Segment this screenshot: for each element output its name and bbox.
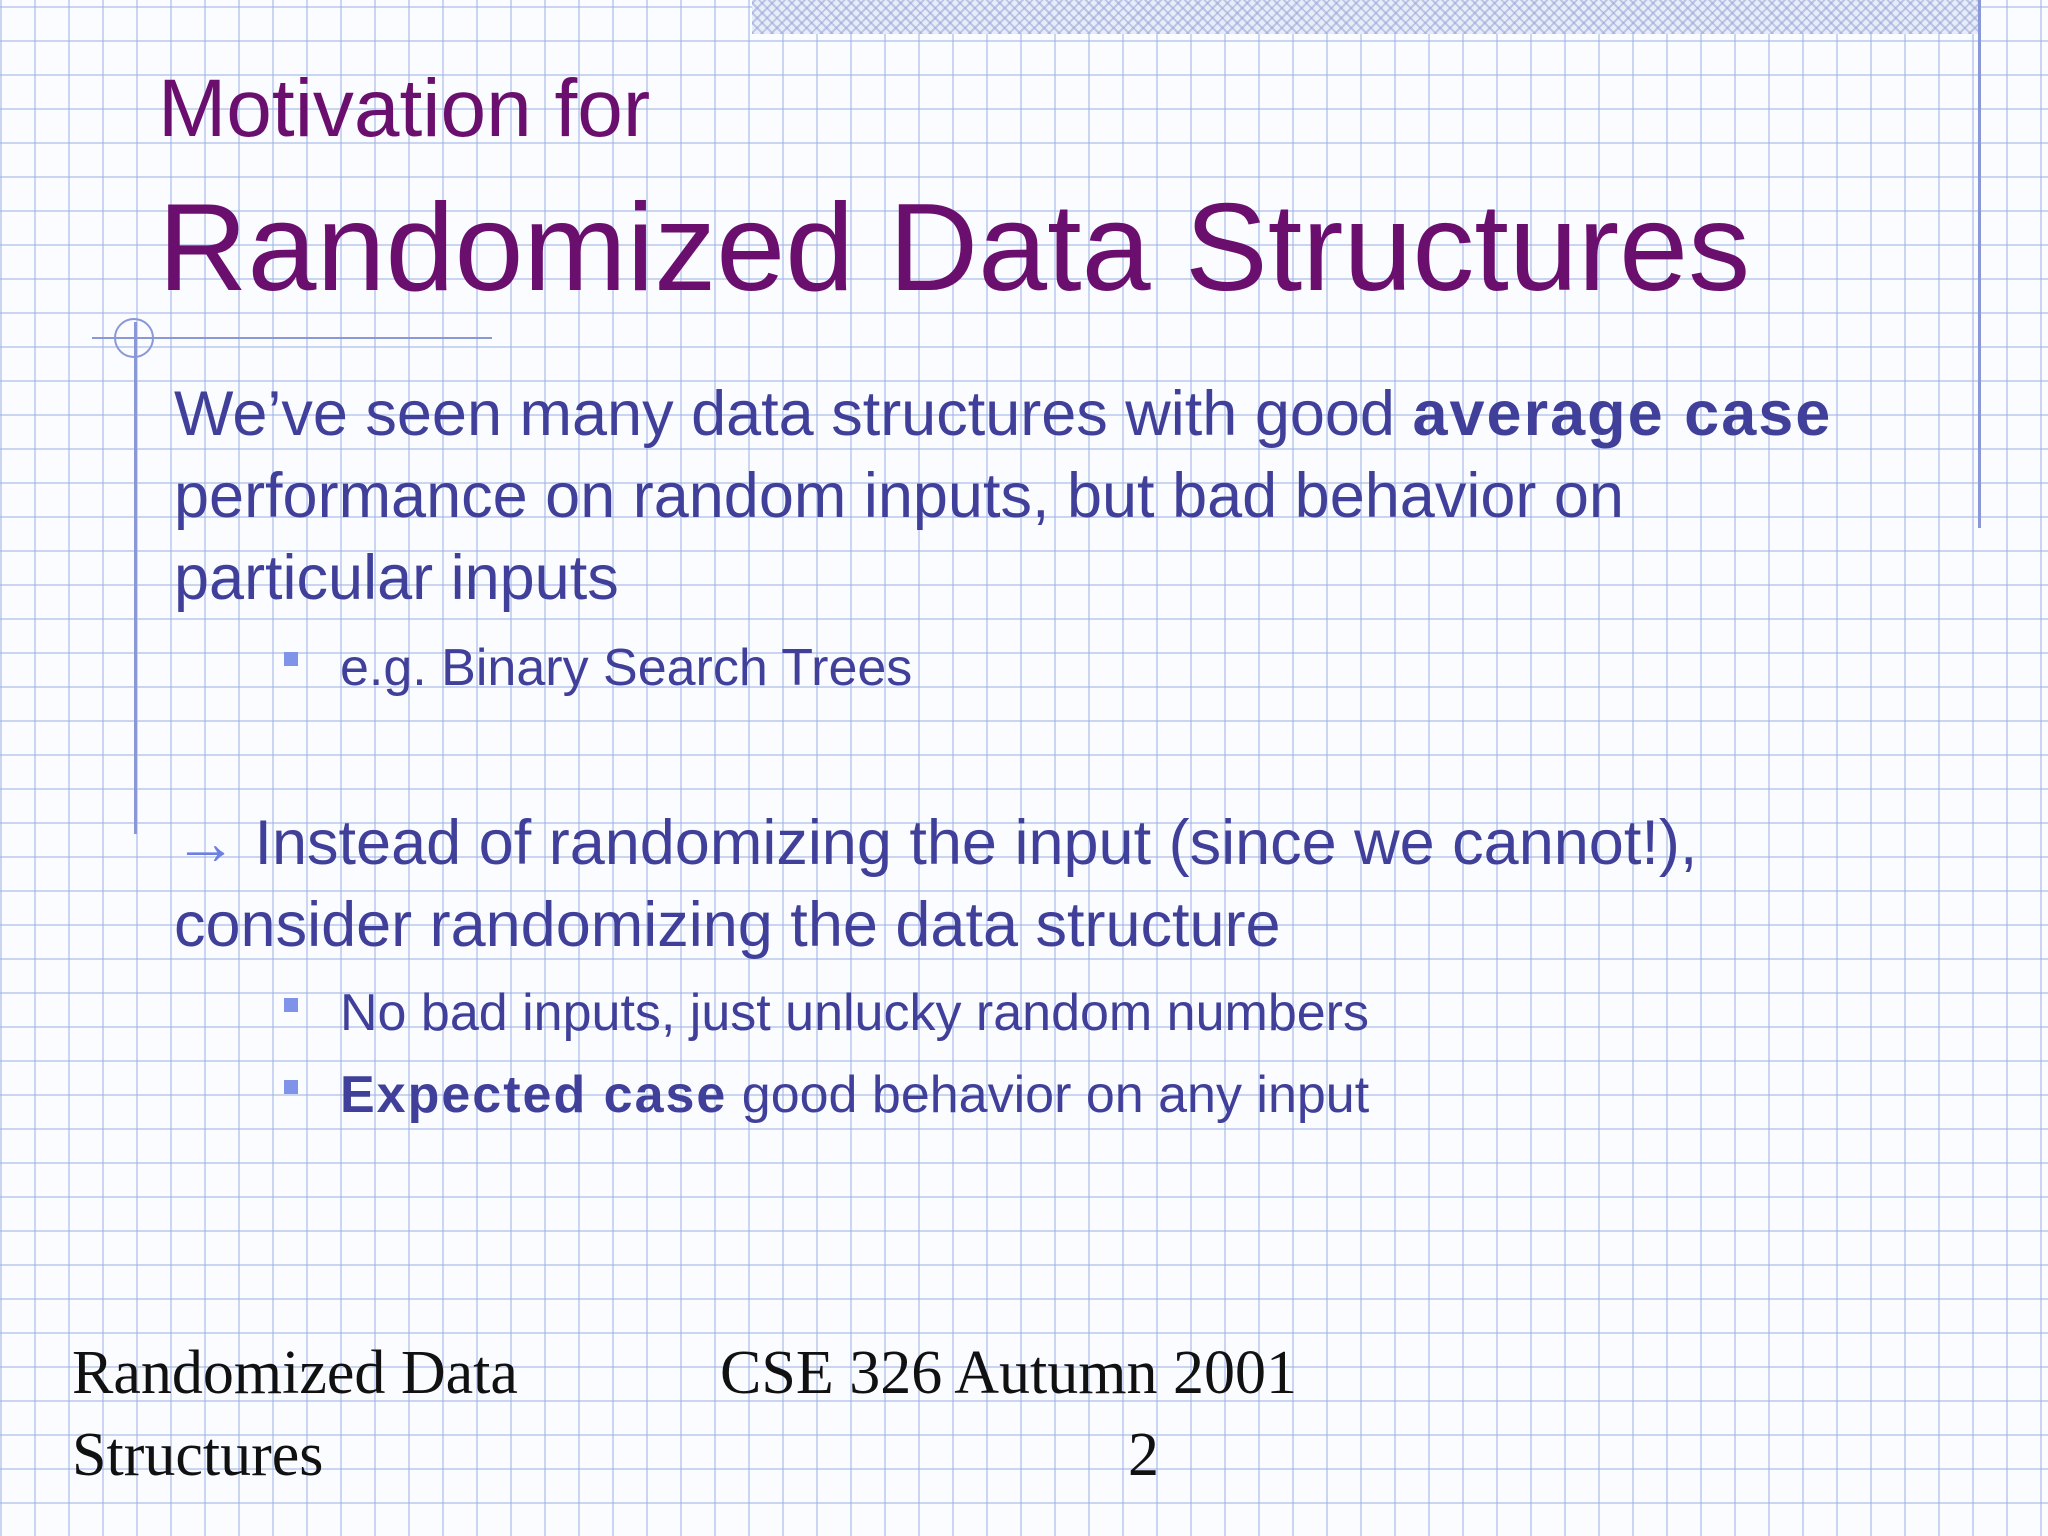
sub-bullet-1: e.g. Binary Search Trees	[340, 639, 913, 697]
para1-text-a: We’ve seen many data structures with good	[174, 379, 1413, 449]
crosshair-circle-icon	[114, 318, 154, 358]
square-bullet-icon	[284, 998, 298, 1012]
footer-topic	[72, 1332, 518, 1496]
right-vertical-rule	[1978, 0, 1981, 528]
hatched-band	[752, 0, 1980, 34]
sub-bullet-3	[340, 1063, 1369, 1127]
square-bullet-icon	[284, 1080, 298, 1094]
square-bullet-icon	[284, 652, 298, 666]
para1-bold: average case	[1412, 379, 1833, 449]
footer-course: CSE 326 Autumn 2001	[720, 1339, 1298, 1407]
footer-page-number: 2	[1128, 1421, 1159, 1489]
sub-bullet-3-bold: Expected case	[340, 1066, 728, 1124]
arrow-right-icon: →	[174, 808, 237, 878]
left-vertical-rule	[134, 322, 137, 834]
body-paragraph-1	[174, 373, 1874, 619]
footer-topic-line1: Randomized Data	[72, 1339, 518, 1407]
sub-bullet-3-text: good behavior on any input	[727, 1066, 1370, 1124]
slide-title-line1: Motivation for	[158, 63, 651, 154]
para2-text: Instead of randomizing the input (since we cannot!), consider randomizing the data structure	[174, 808, 1698, 960]
footer-topic-line2: Structures	[72, 1421, 324, 1489]
sub-bullet-2: No bad inputs, just unlucky random numbers	[340, 984, 1369, 1042]
slide-title-line2: Randomized Data Structures	[158, 179, 1751, 317]
para1-text-b: performance on random inputs, but bad behavior on particular inputs	[174, 461, 1624, 613]
body-paragraph-2	[174, 802, 1874, 966]
